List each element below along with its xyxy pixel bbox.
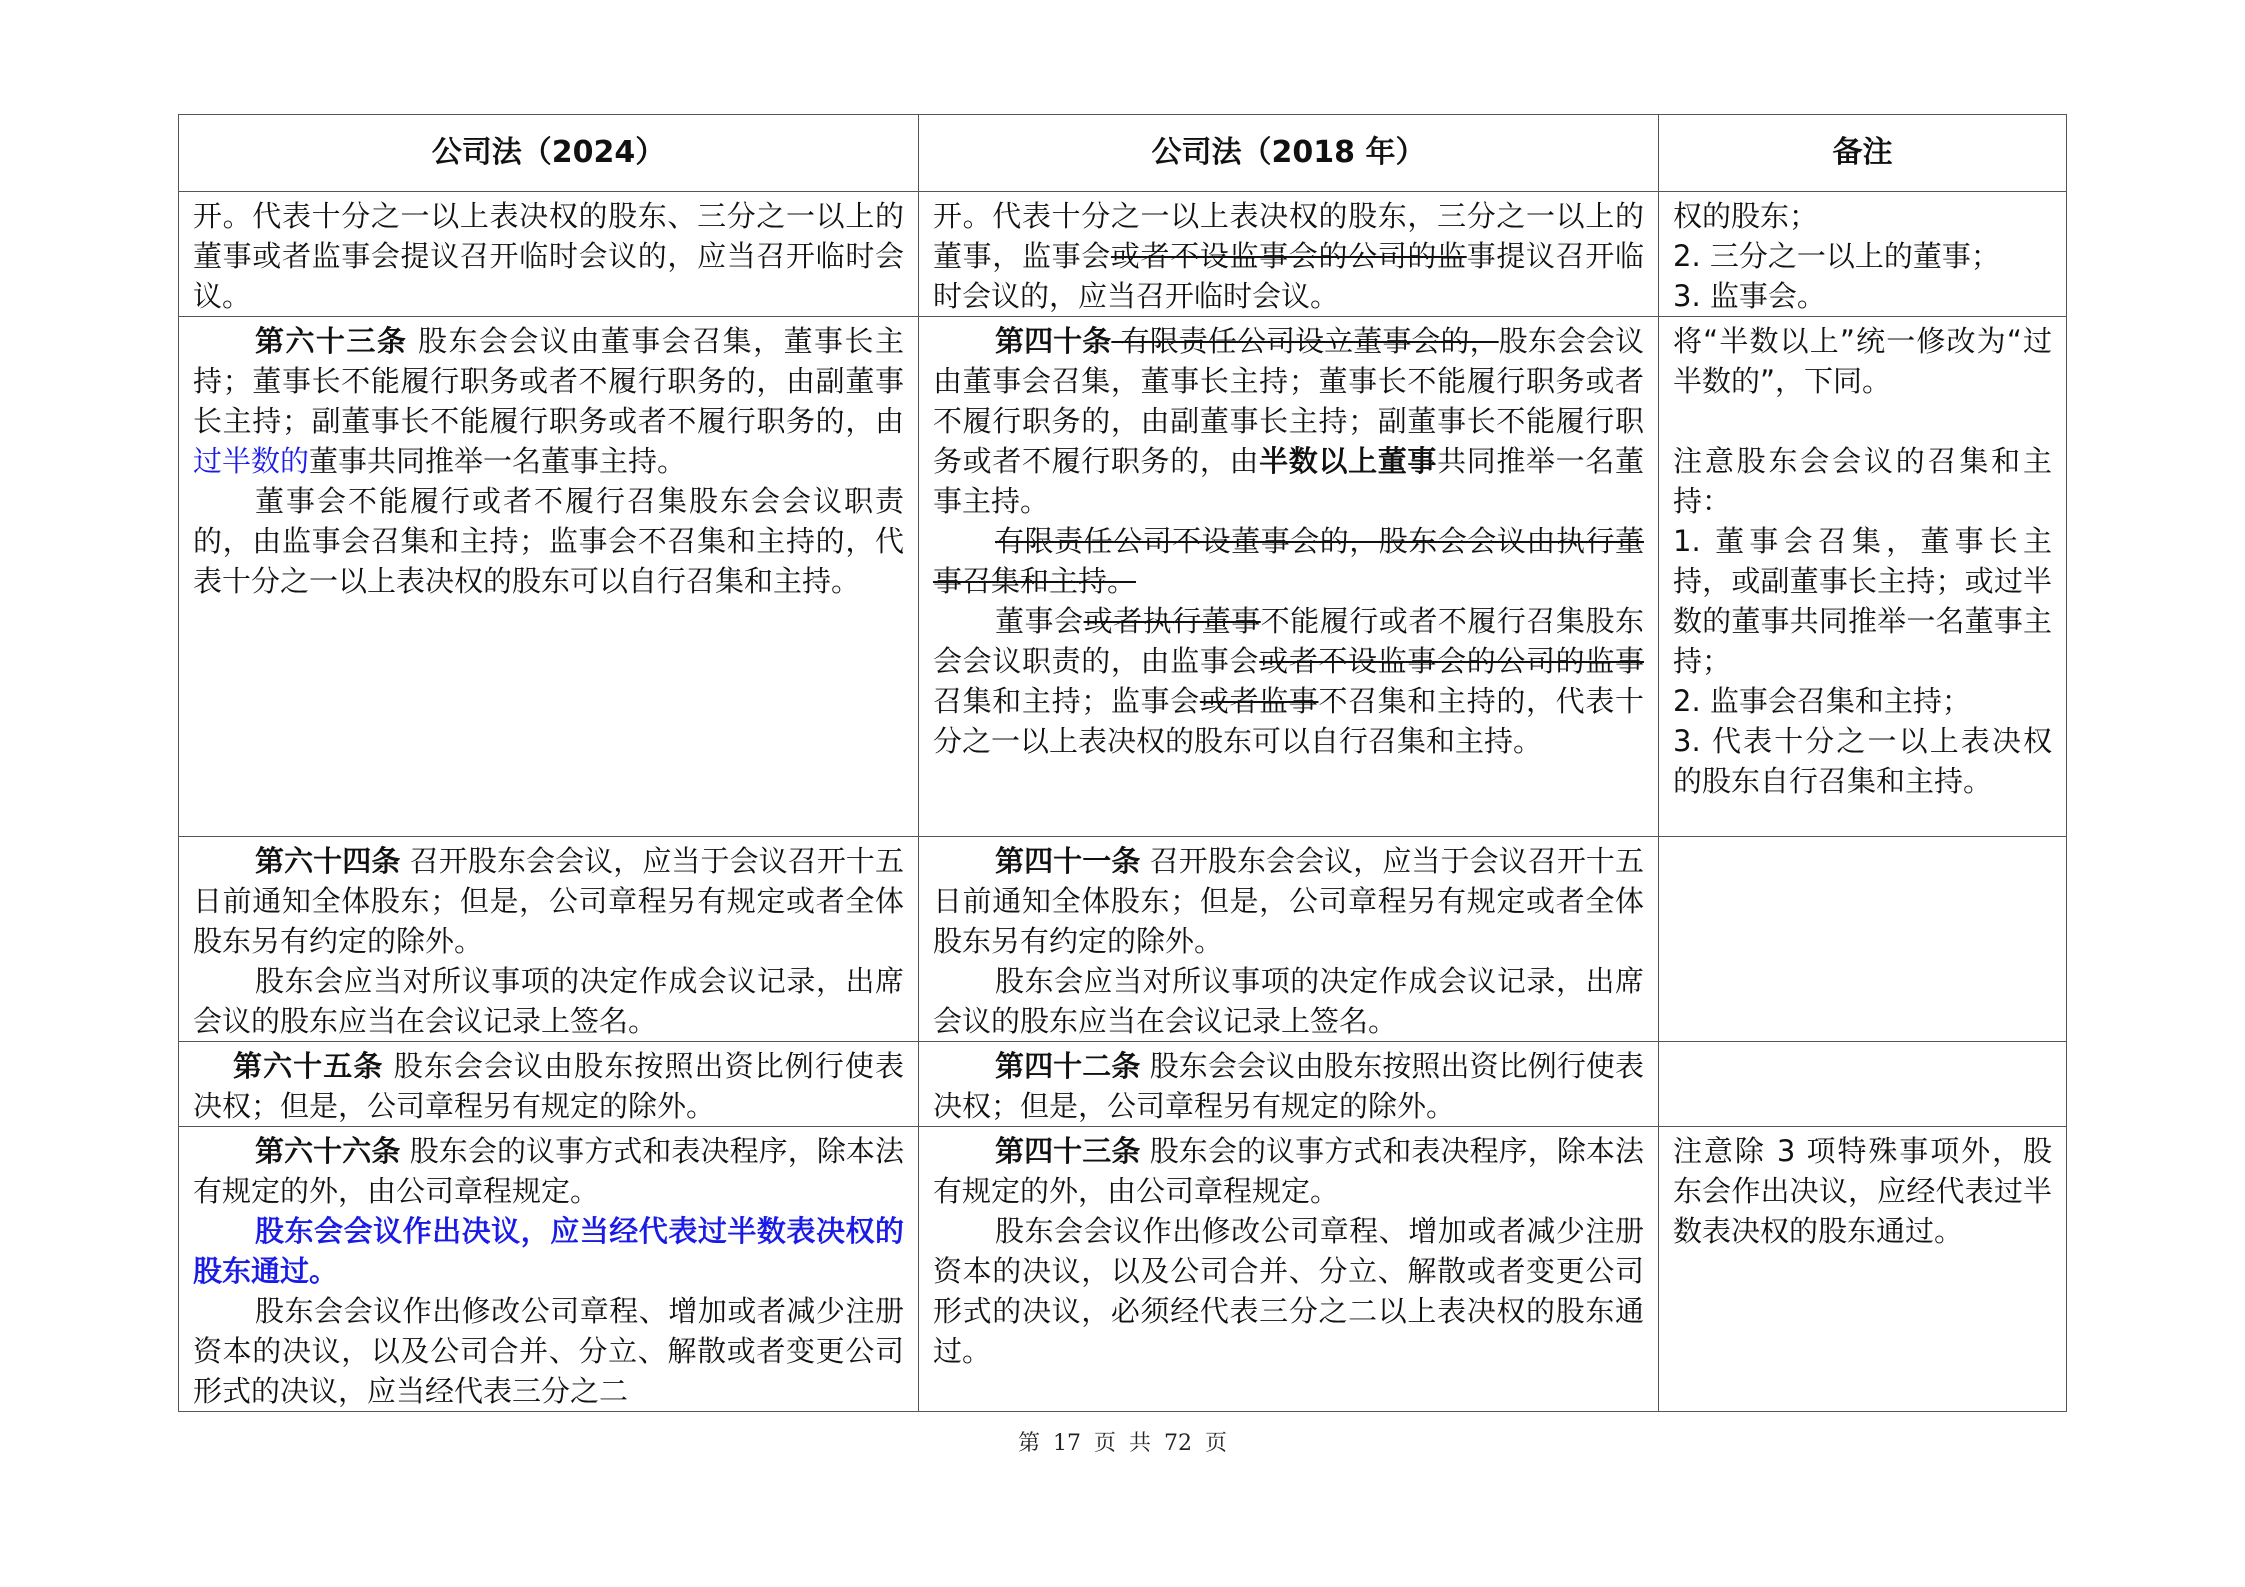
paragraph: 股东会会议作出修改公司章程、增加或者减少注册资本的决议，以及公司合并、分立、解散或者变更公司形式的决议，应当经代表三分之二 (193, 1294, 904, 1408)
highlighted-text: 过半数的 (193, 444, 310, 478)
deleted-text: 有限责任公司设立董事会的， (1111, 324, 1499, 358)
paragraph (933, 841, 1644, 961)
article-number: 第四十一条 (995, 844, 1141, 878)
cell-notes (1659, 192, 2067, 317)
note-text: 将“半数以上”统一修改为“过半数的”，下同。 (1673, 324, 2052, 398)
paragraph: 股东会应当对所议事项的决定作成会议记录，出席会议的股东应当在会议记录上签名。 (933, 964, 1644, 1038)
paragraph (933, 1046, 1644, 1126)
cell-2018 (919, 837, 1659, 1042)
text-run: 不能履行或者不履行召集股东会会议职责的，由监事会 (933, 604, 1644, 678)
header-2018: 公司法（2018 年） (919, 115, 1659, 192)
cell-notes (1659, 1042, 2067, 1127)
text-run: 召开股东会会议，应当于会议召开十五日前通知全体股东；但是，公司章程另有规定或者全体股东另有约定的除外。 (193, 844, 904, 958)
header-notes: 备注 (1659, 115, 2067, 192)
text-run: 不召集和主持的，代表十分之一以上表决权的股东可以自行召集和主持。 (933, 684, 1644, 758)
deleted-paragraph: 有限责任公司不设董事会的，股东会会议由执行董事召集和主持。 (933, 524, 1644, 598)
cell-2024 (179, 1127, 919, 1412)
paragraph (933, 1131, 1644, 1211)
cell-2018 (919, 192, 1659, 317)
note-item: 2. 监事会召集和主持； (1673, 684, 1971, 718)
cell-2018 (919, 1127, 1659, 1412)
header-2024: 公司法（2024） (179, 115, 919, 192)
text-run: 股东会会议由股东按照出资比例行使表决权；但是，公司章程另有规定的除外。 (933, 1049, 1644, 1123)
table-row (179, 192, 2067, 317)
text-run: 董事会 (995, 604, 1084, 638)
note-item: 1. 董事会召集，董事长主持，或副董事长主持；或过半数的董事共同推举一名董事主持； (1673, 524, 2052, 678)
bold-text: 半数以上董事 (1259, 444, 1438, 478)
text (933, 196, 1644, 316)
table-row (179, 317, 2067, 837)
paragraph: 股东会会议作出修改公司章程、增加或者减少注册资本的决议，以及公司合并、分立、解散或者变更公司形式的决议，必须经代表三分之二以上表决权的股东通过。 (933, 1214, 1644, 1368)
cell-notes (1659, 1127, 2067, 1412)
deleted-text: 或者执行董事 (1083, 604, 1261, 638)
paragraph (193, 1131, 904, 1211)
cell-2024 (179, 192, 919, 317)
cell-notes (1659, 317, 2067, 837)
article-number: 第六十三条 (255, 324, 408, 358)
table-row (179, 837, 2067, 1042)
note-line: 2. 三分之一以上的董事； (1673, 239, 2000, 273)
bold-text: 股东会会议作出决议，应当经代表过半数表决权的股东通过。 (193, 1214, 904, 1288)
page-number-footer: 第 17 页 共 72 页 (1018, 1431, 1227, 1456)
cell-2024 (179, 1042, 919, 1127)
article-number: 第四十三条 (995, 1134, 1141, 1168)
text-run: 事提议召开临时会议的，应当召开临时会议。 (933, 239, 1644, 313)
deleted-text: 或者不设监事会的公司的监 (1110, 239, 1467, 273)
text-run: 股东会会议由董事会召集，董事长主持；董事长不能履行职务或者不履行职务的，由副董事长主持；副董事长不能履行职务或者不履行职务的，由 (193, 324, 904, 438)
law-comparison-table (178, 114, 2067, 1412)
cell-notes (1659, 837, 2067, 1042)
cell-2018 (919, 317, 1659, 837)
article-number: 第六十四条 (255, 844, 401, 878)
text-run: 召集和主持；监事会 (933, 684, 1200, 718)
note-item: 3. 代表十分之一以上表决权的股东自行召集和主持。 (1673, 724, 2052, 798)
deleted-text: 或者不设监事会的公司的监事 (1259, 644, 1644, 678)
text-run: 开。代表十分之一以上表决权的股东，三分之一以上的董事，监事会 (933, 199, 1644, 273)
article-number: 第六十五条 (233, 1049, 384, 1083)
text-run: 召开股东会会议，应当于会议召开十五日前通知全体股东；但是，公司章程另有规定或者全体股东另有约定的除外。 (933, 844, 1644, 958)
header-row (179, 115, 2067, 192)
cell-2018 (919, 1042, 1659, 1127)
text-run: 股东会会议由股东按照出资比例行使表决权；但是，公司章程另有规定的除外。 (193, 1049, 904, 1123)
highlighted-paragraph (193, 1211, 904, 1291)
article-number: 第六十六条 (255, 1134, 401, 1168)
paragraph: 董事会不能履行或者不履行召集股东会会议职责的，由监事会召集和主持；监事会不召集和主持的，代表十分之一以上表决权的股东可以自行召集和主持。 (193, 484, 904, 598)
note-line: 3. 监事会。 (1673, 279, 1826, 313)
cell-2024 (179, 317, 919, 837)
note-spacer (1673, 401, 2052, 441)
text: 开。代表十分之一以上表决权的股东、三分之一以上的董事或者监事会提议召开临时会议的，应当召开临时会议。 (193, 199, 904, 313)
article-number: 第四十二条 (995, 1049, 1141, 1083)
note-line: 权的股东； (1673, 199, 1819, 233)
note-text: 注意除 3 项特殊事项外，股东会作出决议，应经代表过半数表决权的股东通过。 (1673, 1134, 2052, 1248)
paragraph (933, 601, 1644, 761)
paragraph: 股东会应当对所议事项的决定作成会议记录，出席会议的股东应当在会议记录上签名。 (193, 964, 904, 1038)
paragraph (193, 1046, 904, 1126)
table-row (179, 1127, 2067, 1412)
text-run: 董事共同推举一名董事主持。 (309, 444, 687, 478)
deleted-text: 或者监事 (1199, 684, 1319, 718)
text-run: 股东会的议事方式和表决程序，除本法有规定的外，由公司章程规定。 (193, 1134, 904, 1208)
paragraph (933, 321, 1644, 521)
text-run: 股东会会议由董事会召集，董事长主持；董事长不能履行职务或者不履行职务的，由副董事长主持；副董事长不能履行职务或者不履行职务的，由 (933, 324, 1644, 478)
paragraph (193, 841, 904, 961)
table-row (179, 1042, 2067, 1127)
text-run: 股东会的议事方式和表决程序，除本法有规定的外，由公司章程规定。 (933, 1134, 1644, 1208)
paragraph (193, 321, 904, 481)
cell-2024 (179, 837, 919, 1042)
article-number: 第四十条 (995, 324, 1112, 358)
text-run: 共同推举一名董事主持。 (933, 444, 1644, 518)
note-text: 注意股东会会议的召集和主持： (1673, 444, 2052, 518)
